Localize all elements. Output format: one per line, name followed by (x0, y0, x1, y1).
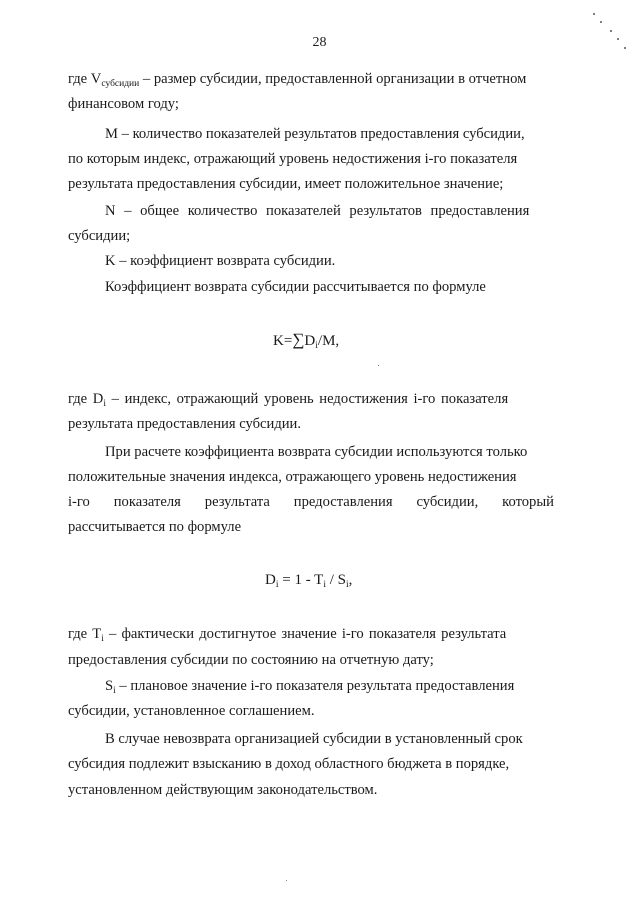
formula-d-lhs: D (265, 572, 276, 588)
text-gde-v: где V (68, 71, 102, 87)
formula-d (265, 572, 352, 589)
paragraph-k-definition: K – коэффициент возврата субсидии. (105, 253, 336, 269)
scan-speck (610, 30, 612, 32)
text-t-definition: – фактически достигнутое значение i-го показателя результата (103, 626, 507, 642)
paragraph-d-line1 (68, 390, 508, 408)
scan-speck (600, 21, 602, 23)
paragraph-s-line1 (105, 677, 514, 695)
paragraph-n-line2: субсидии; (68, 228, 131, 244)
paragraph-n-line1: N – общее количество показателей результатов предоставления (105, 203, 530, 219)
formula-t-subscript: i (323, 580, 326, 590)
page-number: 28 (312, 35, 327, 50)
formula-k-rest: /M, (317, 333, 340, 349)
paragraph-m-line3: результата предоставления субсидии, имеет положительное значение; (68, 176, 504, 192)
paragraph-m-line1: М – количество показателей результатов предоставления субсидии, (105, 126, 525, 142)
formula-k-lhs: K= (273, 333, 293, 349)
paragraph-k-formula-intro: Коэффициент возврата субсидии рассчитывается по формуле (105, 279, 486, 295)
paragraph-return-line3: установленном действующим законодательством. (68, 782, 378, 798)
formula-d-mid: = 1 - T (278, 572, 324, 588)
formula-d-end: , (348, 572, 353, 588)
word: который (502, 494, 554, 510)
formula-k (273, 330, 339, 350)
text-s-definition: – плановое значение i-го показателя результата предоставления (115, 678, 515, 694)
paragraph-calc-line1: При расчете коэффициента возврата субсидии используются только (105, 444, 528, 460)
paragraph-calc-line4: рассчитывается по формуле (68, 519, 242, 535)
paragraph-subsidy-size-line1 (68, 70, 526, 88)
scan-speck (617, 38, 619, 40)
text-subsidy-size: – размер субсидии, предоставленной организации в отчетном (139, 71, 527, 87)
scan-speck (593, 13, 595, 15)
paragraph-subsidy-size-line2: финансовом году; (68, 96, 179, 112)
paragraph-calc-line3 (68, 493, 554, 511)
word: результата (204, 494, 270, 510)
paragraph-s-line2: субсидии, установленное соглашением. (68, 703, 315, 719)
word: предоставления (293, 494, 393, 510)
word: субсидии, (416, 494, 479, 510)
sum-symbol: ∑ (292, 330, 305, 349)
scan-speck (624, 47, 626, 49)
paragraph-return-line1: В случае невозврата организацией субсидии в установленный срок (105, 731, 523, 747)
subscript-i: i (113, 686, 116, 696)
text-d-definition: – индекс, отражающий уровень недостижения i-го показателя (106, 391, 509, 407)
paragraph-t-line1 (68, 625, 506, 643)
formula-s-subscript: i (346, 580, 349, 590)
text-gde-d: где D (68, 391, 104, 407)
word: показателя (113, 494, 181, 510)
text-s: S (105, 678, 114, 694)
paragraph-d-line2: результата предоставления субсидии. (68, 416, 302, 432)
formula-d-slash: / S (325, 572, 346, 588)
text-gde-t: где T (68, 626, 102, 642)
formula-k-d-subscript: i (315, 341, 318, 351)
scan-speck (286, 880, 287, 881)
paragraph-m-line2: по которым индекс, отражающий уровень недостижения i-го показателя (68, 151, 518, 167)
formula-k-d: D (304, 333, 316, 349)
subscript-i: i (101, 634, 104, 644)
word: i-го (68, 494, 90, 510)
paragraph-calc-line2: положительные значения индекса, отражающего уровень недостижения (68, 469, 517, 485)
subscript-subsidii: субсидии (101, 79, 140, 89)
paragraph-return-line2: субсидия подлежит взысканию в доход областного бюджета в порядке, (68, 756, 510, 772)
scan-speck (378, 365, 379, 366)
formula-d-subscript: i (275, 580, 279, 590)
subscript-i: i (103, 399, 106, 409)
paragraph-t-line2: предоставления субсидии по состоянию на отчетную дату; (68, 652, 434, 668)
